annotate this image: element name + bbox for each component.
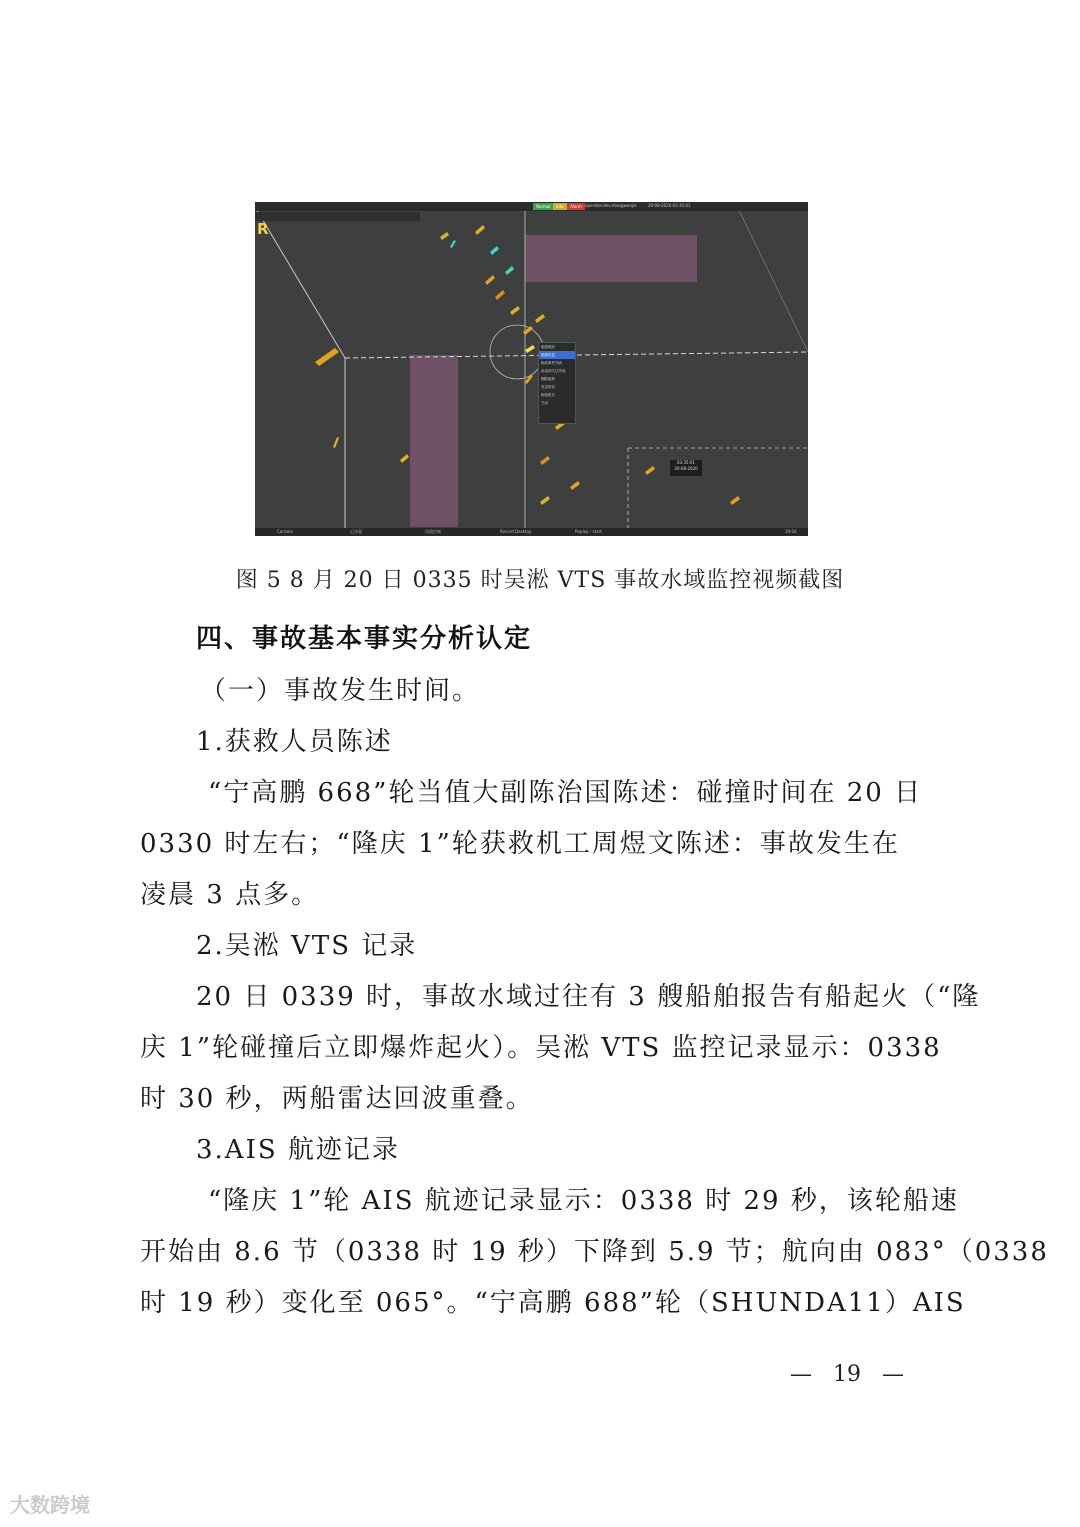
radar-map	[255, 202, 808, 536]
paragraph-line: 0330 时左右；“隆庆 1”轮获救机工周煜文陈述：事故发生在	[140, 829, 900, 859]
playback-clock	[670, 460, 702, 476]
paragraph-line: “隆庆 1”轮 AIS 航迹记录显示：0338 时 29 秒，该轮船速	[208, 1186, 959, 1216]
status-alarm[interactable]: Alarm	[567, 203, 585, 210]
taskbar-clock: 19:04	[785, 529, 797, 534]
item-title: 2.吴淞 VTS 记录	[196, 931, 418, 961]
figure-top-bar	[255, 202, 808, 211]
figure-toolbar[interactable]	[255, 212, 420, 221]
context-menu-item[interactable]: 添加到关注列表	[541, 369, 566, 373]
figure-caption: 图 5 8 月 20 日 0335 时吴淞 VTS 事故水域监控视频截图	[235, 568, 845, 593]
datetime-label: 20-08-2020 03:35:01	[648, 203, 691, 208]
context-menu-item[interactable]: 删除船舶	[541, 377, 555, 381]
taskbar-item[interactable]: Replay - start	[575, 529, 602, 534]
context-menu-item[interactable]: 关闭	[541, 401, 548, 405]
taskbar-item[interactable]: 记录器	[350, 529, 362, 534]
corner-marker: R	[257, 220, 269, 238]
context-menu-item[interactable]: 发送短信	[541, 385, 555, 389]
restricted-zone-upper	[525, 235, 697, 282]
paragraph-line: 开始由 8.6 节（0338 时 19 秒）下降到 5.9 节；航向由 083°（0338	[140, 1237, 1049, 1267]
vts-screenshot	[255, 202, 808, 536]
paragraph-line: “宁高鹏 668”轮当值大副陈治国陈述：碰撞时间在 20 日	[208, 778, 923, 808]
clock-time: 03:35:01	[677, 460, 695, 465]
channel-line	[735, 202, 808, 352]
context-menu-item[interactable]: 船舶信息	[539, 351, 575, 359]
taskbar-item[interactable]: Record Desktop	[500, 529, 532, 534]
item-title: 3.AIS 航迹记录	[196, 1135, 400, 1165]
context-menu-item[interactable]: 船舶跟踪	[541, 345, 555, 349]
page-number: — 19 —	[790, 1362, 904, 1387]
restricted-zone-lower	[410, 355, 458, 527]
context-menu-item[interactable]: 船舶事件列表	[541, 361, 562, 365]
operator-label: operator.dev.zhangwenjie	[585, 203, 637, 208]
taskbar-item[interactable]: Console	[277, 529, 293, 534]
context-menu-item[interactable]: 船舶报告	[541, 393, 555, 397]
clock-date: 20-08-2020	[674, 466, 698, 471]
paragraph-line: 庆 1”轮碰撞后立即爆炸起火）。吴淞 VTS 监控记录显示：0338	[140, 1033, 942, 1063]
paragraph-line: 时 19 秒）变化至 065°。“宁高鹏 688”轮（SHUNDA11）AIS	[140, 1288, 966, 1318]
taskbar-item[interactable]: 回放控制	[425, 529, 441, 534]
subsection-title: （一）事故发生时间。	[200, 676, 481, 706]
paragraph-line: 凌晨 3 点多。	[140, 880, 320, 910]
context-menu	[538, 342, 576, 424]
figure-taskbar	[255, 528, 808, 536]
status-info[interactable]: Info	[553, 203, 567, 210]
status-normal[interactable]: Normal	[533, 203, 553, 210]
paragraph-line: 20 日 0339 时，事故水域过往有 3 艘船舶报告有船起火（“隆	[196, 982, 981, 1012]
range-ring	[490, 325, 544, 379]
section-heading: 四、事故基本事实分析认定	[196, 624, 533, 654]
watermark: 大数跨境	[10, 1493, 90, 1517]
item-title: 1.获救人员陈述	[196, 727, 393, 757]
paragraph-line: 时 30 秒，两船雷达回波重叠。	[140, 1084, 534, 1114]
